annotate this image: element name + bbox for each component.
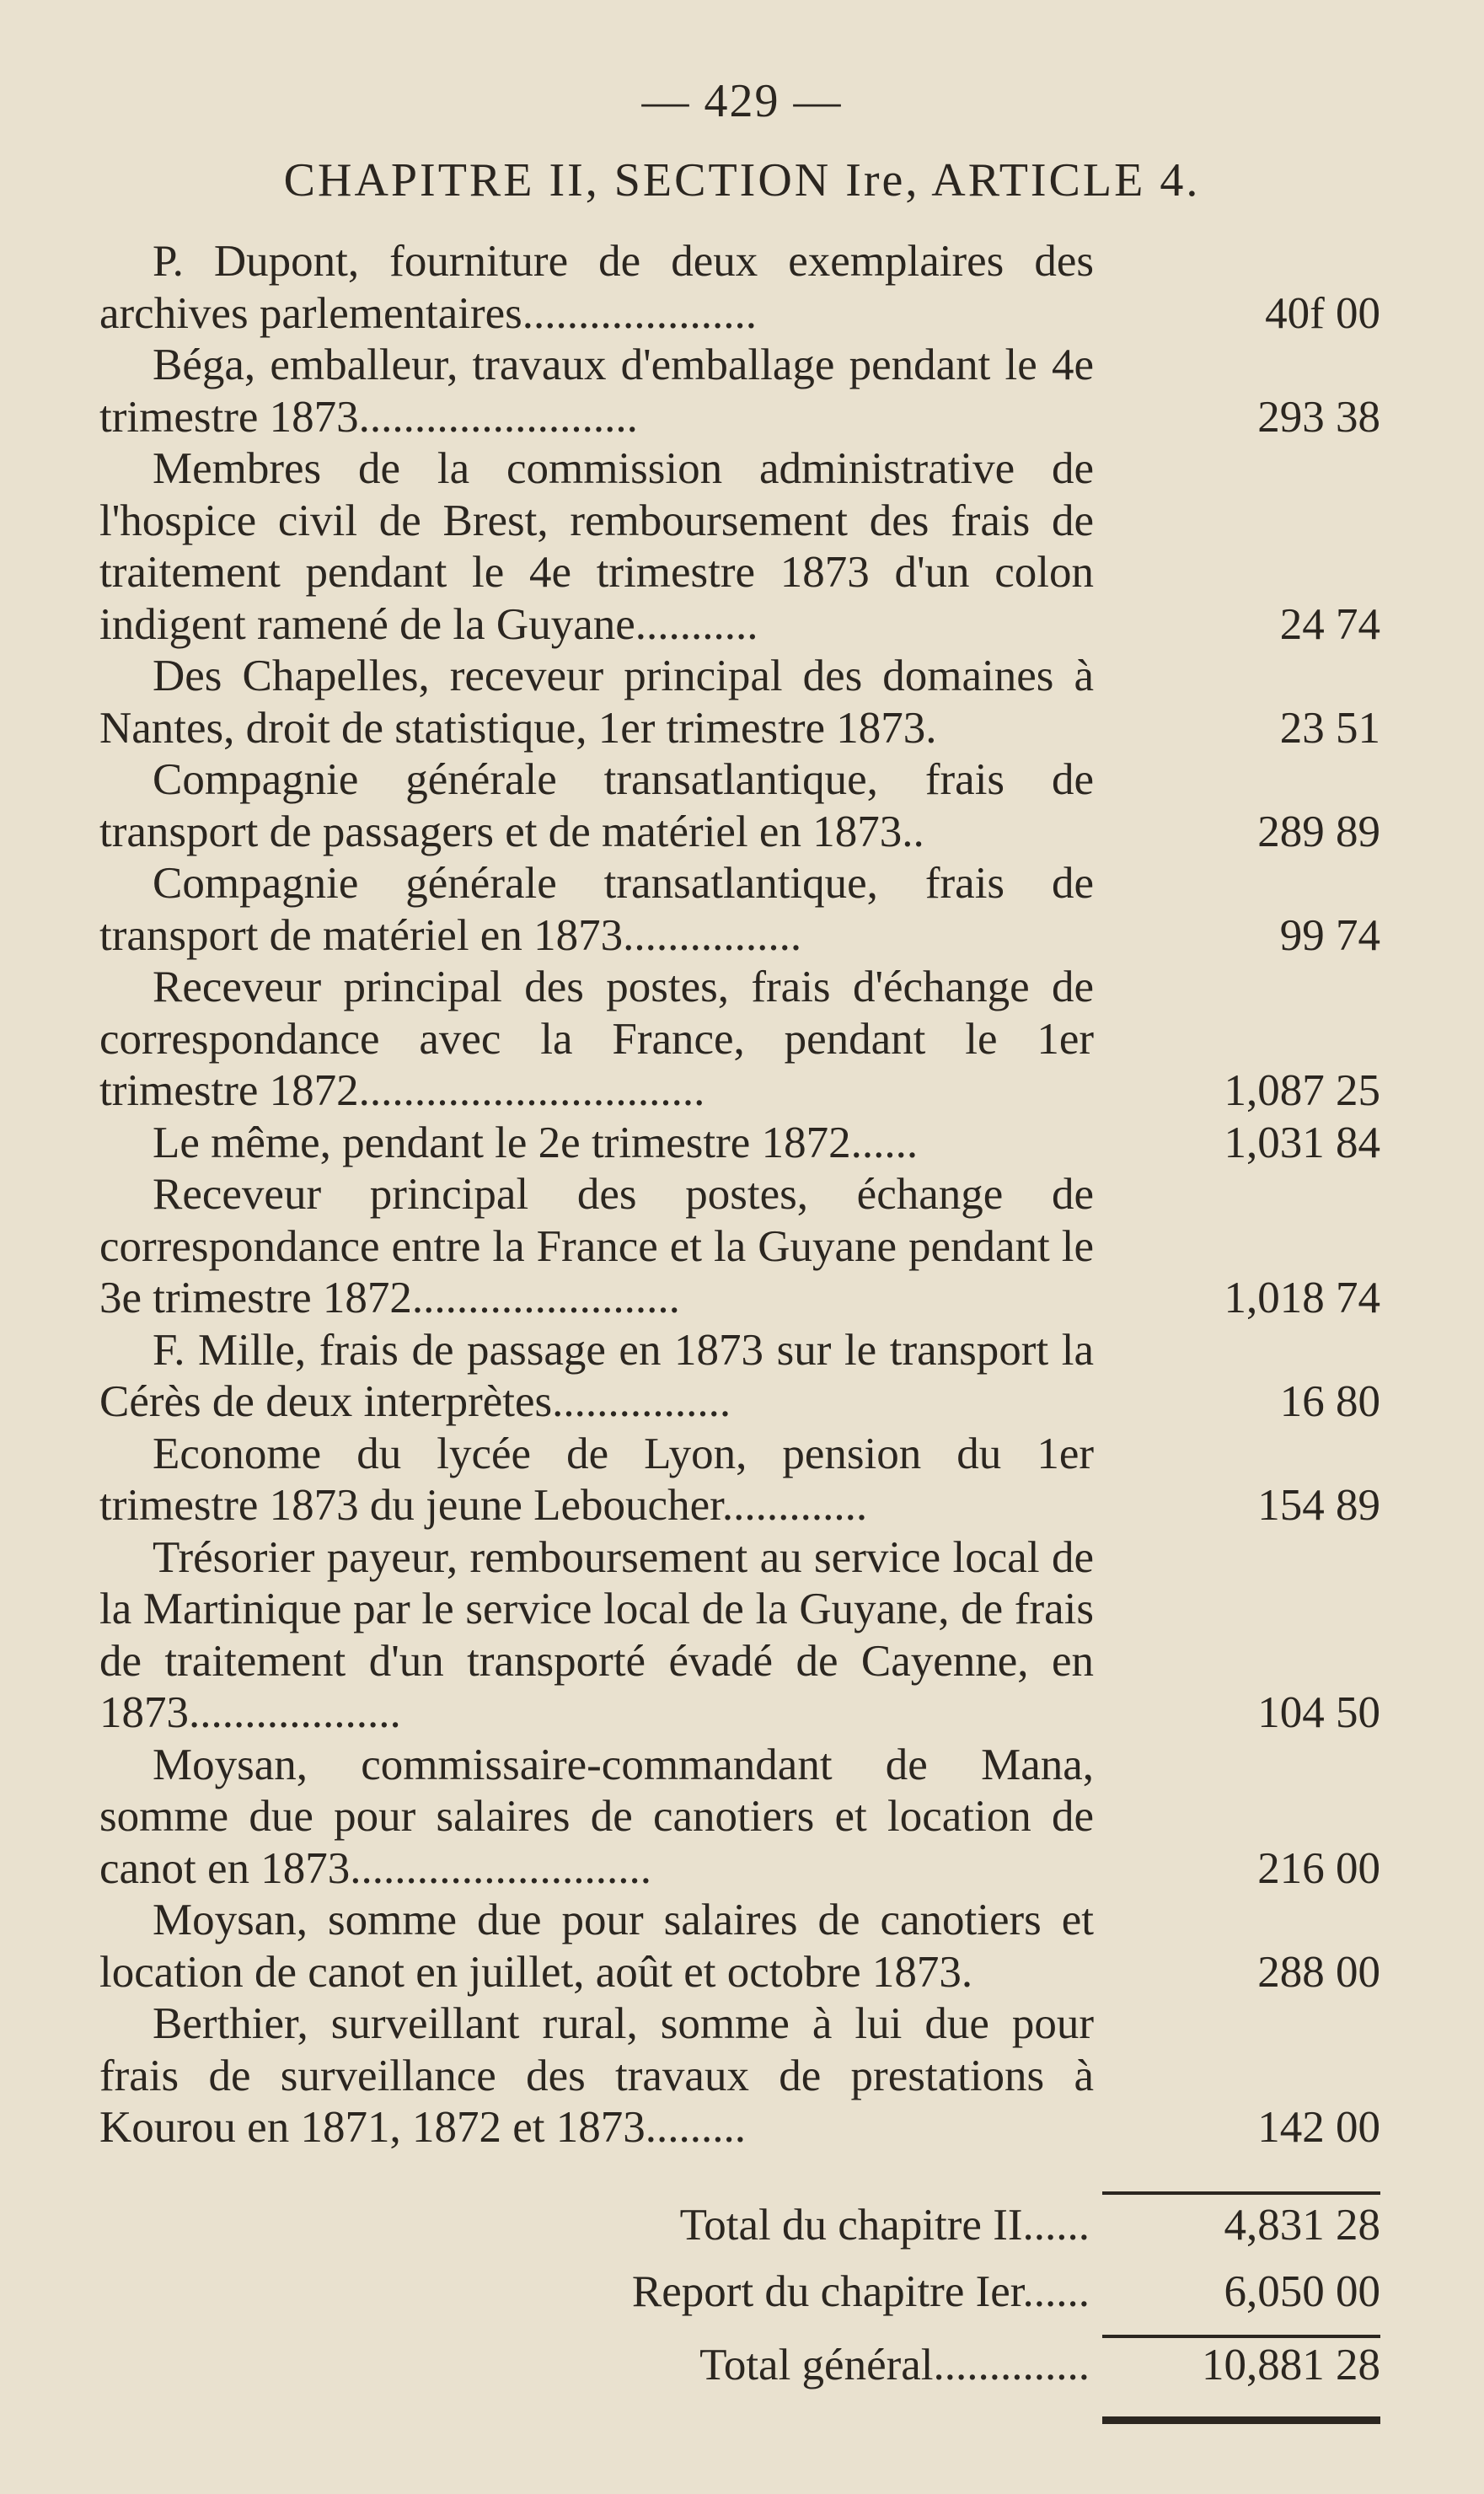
- expense-entry: [99, 236, 1380, 340]
- expense-description: Moysan, commissaire-commandant de Mana, somme due pour salaires de canotiers et location de canot en 1873...........................: [99, 1740, 1094, 1893]
- expense-amount: 23 51: [1279, 703, 1380, 753]
- expense-description: Compagnie générale transatlantique, frais de transport de matériel en 1873................: [99, 859, 1094, 960]
- expense-description: P. Dupont, fourniture de deux exemplaires des archives parlementaires.....................: [99, 237, 1094, 338]
- expense-entry: [99, 1998, 1380, 2154]
- expense-amount: 104 50: [1257, 1688, 1380, 1737]
- expense-entry: [99, 1118, 1380, 1170]
- expense-entry: [99, 858, 1380, 962]
- expense-amount: 288 00: [1257, 1947, 1380, 1997]
- expense-amount: 1,031 84: [1224, 1118, 1380, 1167]
- report-label: Report du chapitre Ier......: [631, 2267, 1090, 2316]
- expense-amount: 40f 00: [1265, 288, 1380, 338]
- grand-total-rule: [1102, 2335, 1380, 2338]
- expense-description: Trésorier payeur, remboursement au service local de la Martinique par le service local de la Guyane, de frais de traitement d'un transporté évadé de Cayenne, en 1873...................: [99, 1532, 1094, 1737]
- expense-entry: [99, 651, 1380, 754]
- expense-description: Moysan, somme due pour salaires de canotiers et location de canot en juillet, août et octobre 1873.: [99, 1896, 1094, 1997]
- expense-amount: 289 89: [1257, 807, 1380, 856]
- totals-block: [99, 2200, 1380, 2406]
- expense-amount: 154 89: [1257, 1481, 1380, 1530]
- page-number: — 429 —: [641, 75, 843, 127]
- grand-total-double-rule: [1102, 2416, 1380, 2424]
- expense-list: [99, 236, 1380, 2154]
- expense-amount: 142 00: [1257, 2103, 1380, 2152]
- chapter-heading: CHAPITRE II, SECTION Ire, ARTICLE 4.: [283, 154, 1201, 206]
- expense-entry: [99, 754, 1380, 858]
- expense-entry: [99, 340, 1380, 443]
- expense-description: Béga, emballeur, travaux d'emballage pendant le 4e trimestre 1873.........................: [99, 341, 1094, 442]
- grand-total-amount: 10,881 28: [1202, 2341, 1380, 2389]
- expense-amount: 293 38: [1257, 392, 1380, 442]
- chapter-total-row: [99, 2200, 1380, 2266]
- expense-amount: 16 80: [1279, 1377, 1380, 1426]
- expense-entry: [99, 1429, 1380, 1532]
- expense-description: F. Mille, frais de passage en 1873 sur le transport la Cérès de deux interprètes................: [99, 1325, 1094, 1426]
- report-amount: 6,050 00: [1224, 2267, 1380, 2316]
- expense-description: Membres de la commission administrative de l'hospice civil de Brest, remboursement des frais de traitement pendant le 4e trimestre 1873 d'un colon indigent ramené de la Guyane...........: [99, 444, 1094, 649]
- total-separator-rule: [1102, 2191, 1380, 2195]
- report-row: [99, 2266, 1380, 2333]
- expense-entry: [99, 1325, 1380, 1429]
- expense-entry: [99, 1740, 1380, 1896]
- expense-description: Berthier, surveillant rural, somme à lui due pour frais de surveillance des travaux de prestations à Kourou en 1871, 1872 et 1873.........: [99, 1999, 1094, 2152]
- expense-description: Receveur principal des postes, frais d'échange de correspondance avec la France, pendant le 1er trimestre 1872...............................: [99, 963, 1094, 1115]
- expense-entry: [99, 1169, 1380, 1325]
- expense-entry: [99, 1532, 1380, 1740]
- expense-description: Compagnie générale transatlantique, frais de transport de passagers et de matériel en 1873..: [99, 755, 1094, 856]
- expense-amount: 24 74: [1279, 599, 1380, 649]
- chapter-total-amount: 4,831 28: [1224, 2201, 1380, 2250]
- grand-total-label: Total général..............: [699, 2341, 1090, 2389]
- grand-total-row: [99, 2340, 1380, 2406]
- chapter-total-label: Total du chapitre II......: [679, 2201, 1090, 2250]
- expense-description: Des Chapelles, receveur principal des domaines à Nantes, droit de statistique, 1er trimestre 1873.: [99, 652, 1094, 753]
- expense-entry: [99, 443, 1380, 651]
- expense-description: Receveur principal des postes, échange de correspondance entre la France et la Guyane pendant le 3e trimestre 1872........................: [99, 1170, 1094, 1322]
- expense-amount: 216 00: [1257, 1843, 1380, 1893]
- expense-description: Econome du lycée de Lyon, pension du 1er trimestre 1873 du jeune Leboucher.............: [99, 1429, 1094, 1530]
- expense-entry: [99, 962, 1380, 1118]
- expense-entry: [99, 1895, 1380, 1998]
- expense-description: Le même, pendant le 2e trimestre 1872......: [153, 1118, 919, 1167]
- expense-amount: 1,087 25: [1224, 1066, 1380, 1115]
- expense-amount: 99 74: [1279, 910, 1380, 960]
- expense-amount: 1,018 74: [1224, 1274, 1380, 1322]
